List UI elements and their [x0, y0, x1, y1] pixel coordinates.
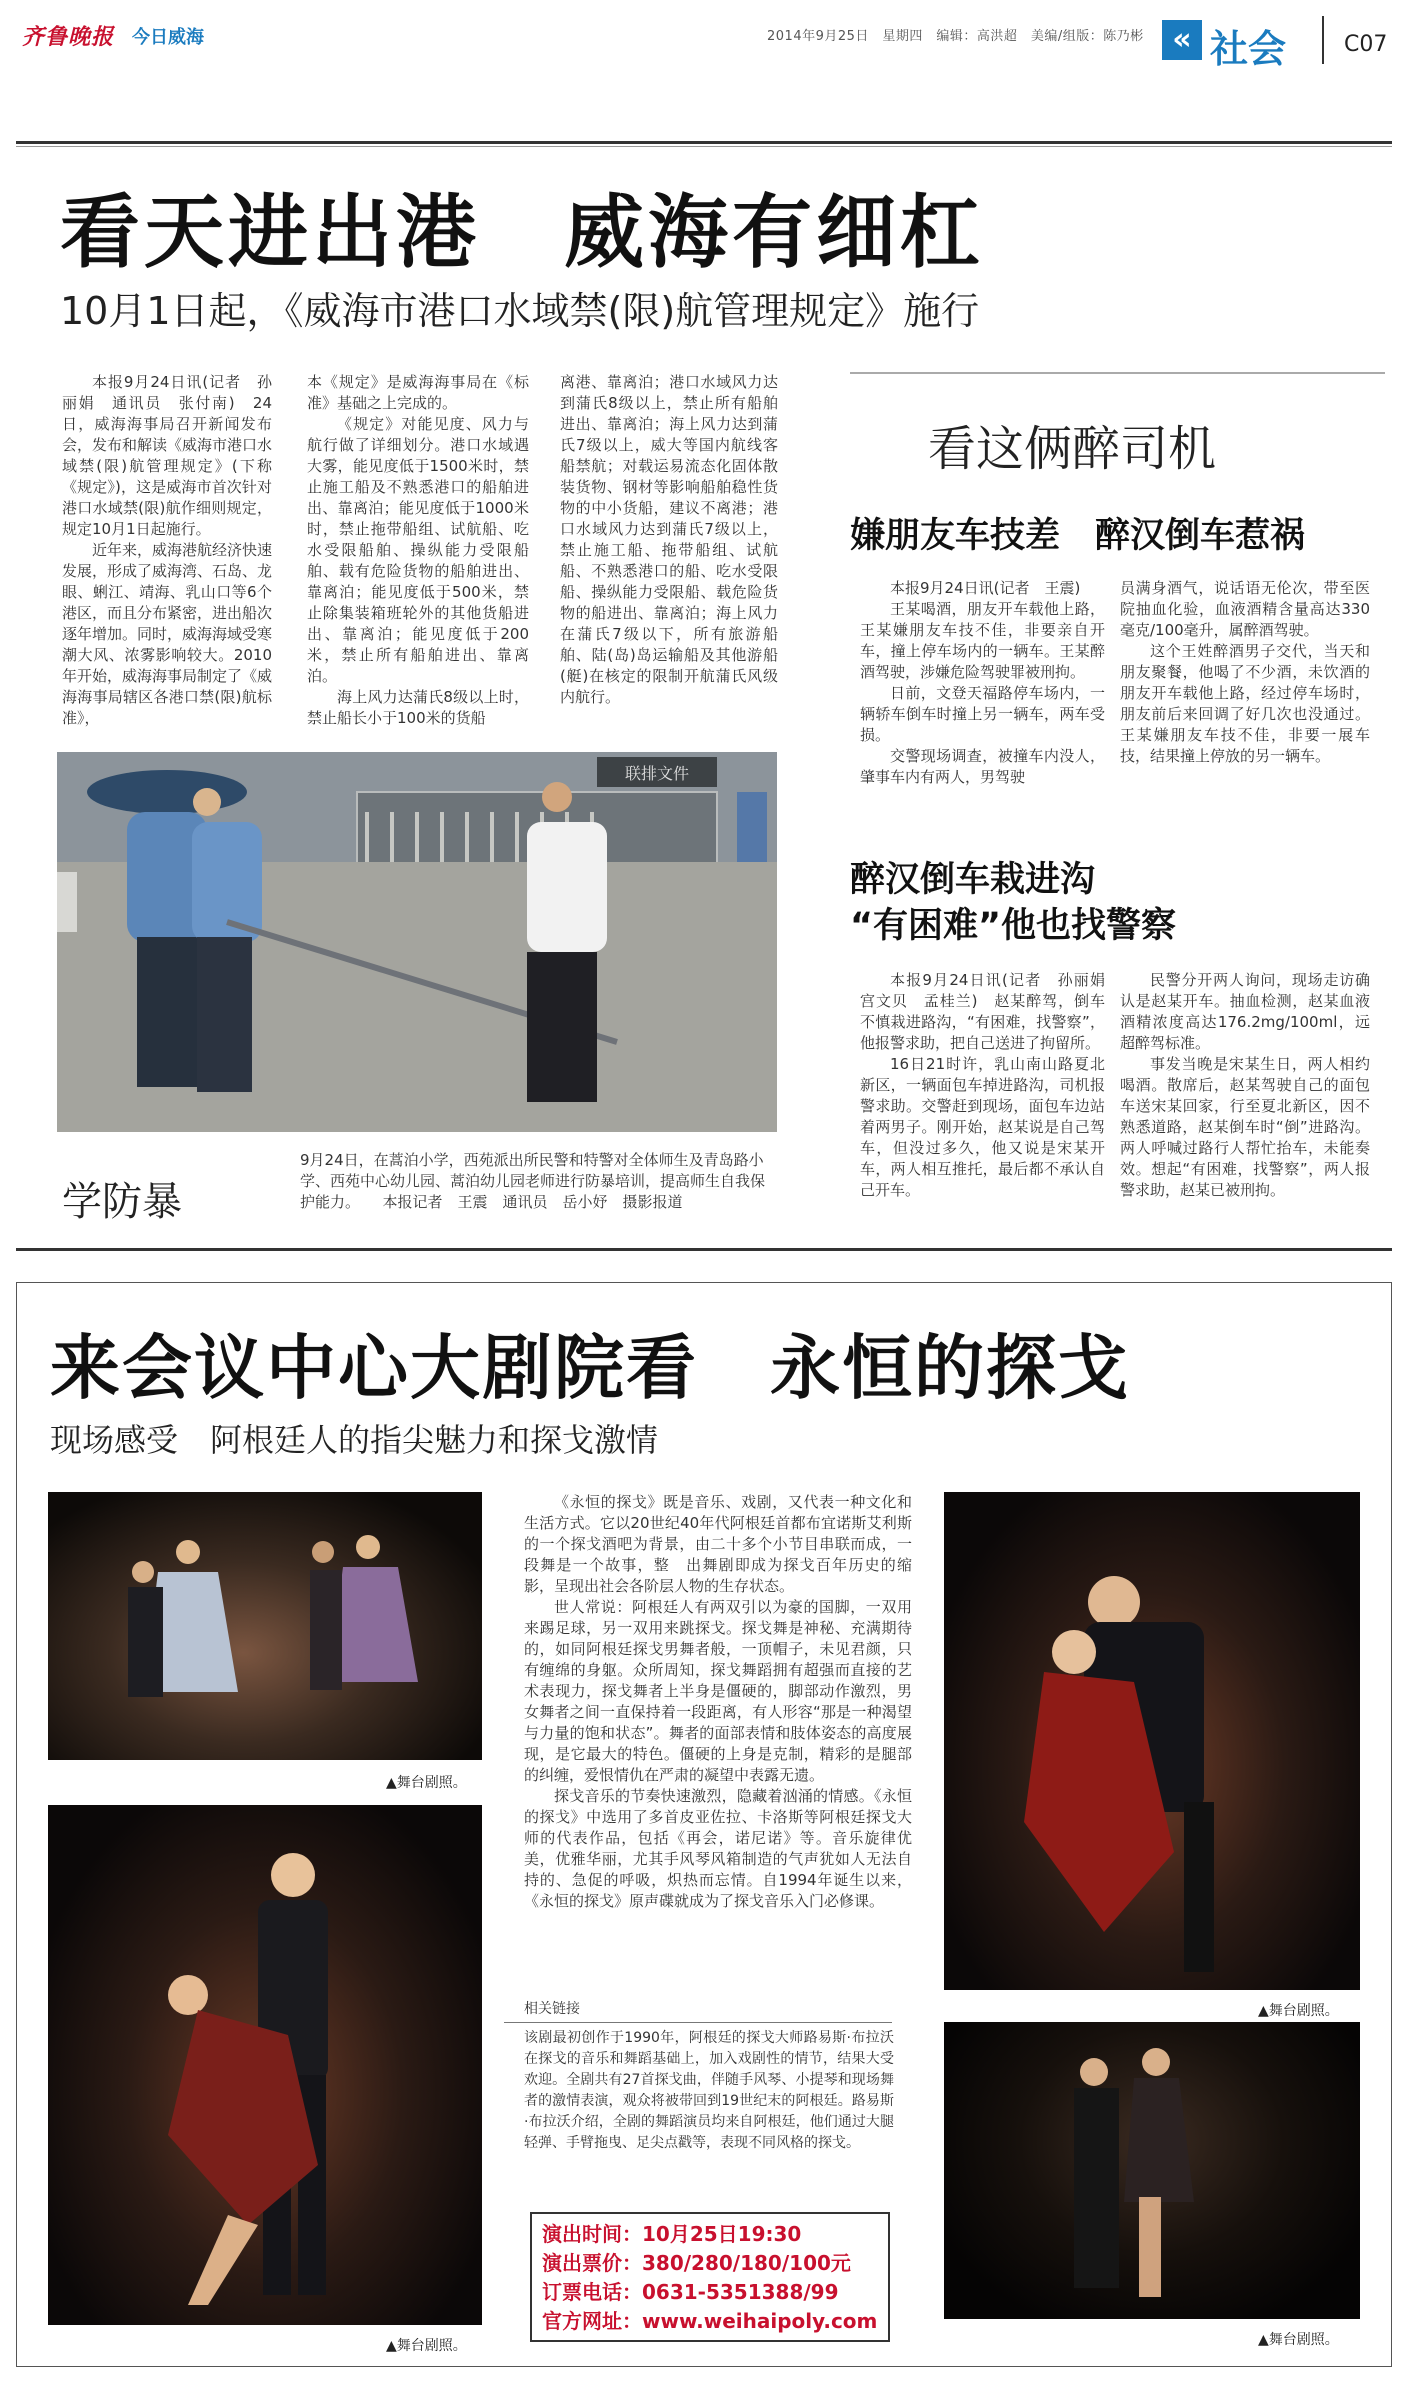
ticket-info-box [530, 2212, 890, 2342]
tango-article [524, 1492, 912, 1912]
drunk-story2-column-2 [1120, 970, 1370, 1201]
drunk-story1-headline: 嫌朋友车技差 醉汉倒车惹祸 [850, 516, 1306, 556]
top-rule [16, 141, 1392, 144]
port-subhead: 10月1日起，《威海市港口水域禁(限)航管理规定》施行 [60, 289, 980, 333]
training-photo-illustration [57, 752, 777, 1132]
paragraph: 本《规定》是威海海事局在《标准》基础之上完成的。 [307, 373, 529, 412]
tango-photo-2-illustration [48, 1805, 482, 2325]
page-number: C07 [1344, 32, 1388, 57]
photo-caption: ▲舞台剧照。 [386, 2338, 467, 2354]
tango-photo-2 [48, 1805, 482, 2325]
tango-photo-1-illustration [48, 1492, 482, 1760]
tango-photo-4 [944, 2022, 1360, 2319]
paragraph: 本报9月24日讯(记者 王震) [890, 579, 1081, 597]
photo-caption: ▲舞台剧照。 [1258, 2003, 1339, 2019]
drunk-story2-headline-1: 醉汉倒车栽进沟 [850, 860, 1096, 900]
section-divider [1322, 16, 1324, 64]
paragraph: 离港、靠离泊；港口水域风力达到蒲氏8级以上，禁止所有船舶进出、靠离泊；海上风力达到蒲氏7级以上，威大等国内航线客船禁航；对载运易流态化固体散装货物、钢材等影响船舶稳性货物的中小货船，建议不离港；港口水域风力达到蒲氏7级以上，禁止施工船、拖带船组、试航船、不熟悉港口的船、吃水受限船、操纵能力受限船、载危险货物的船进出、靠离泊；海上风力在蒲氏7级以下，所有旅游船舶、陆(岛)岛运输船及其他游船(艇)在核定的限制开航蒲氏风级内航行。 [560, 373, 778, 706]
tango-headline: 来会议中心大剧院看 永恒的探戈 [50, 1327, 1130, 1409]
paragraph: 探戈音乐的节奏快速激烈，隐藏着汹涌的情感。《永恒的探戈》中选用了多首皮亚佐拉、卡洛斯等阿根廷探戈大师的代表作品，包括《再会，诺尼诺》等。音乐旋律优美，优雅华丽，尤其手风琴风箱制造的气声犹如人无法自持的、急促的呼吸，炽热而忘情。自1994年诞生以来，《永恒的探戈》原声碟就成为了探戈音乐入门必修课。 [524, 1787, 912, 1910]
drunk-story1-column-1 [860, 578, 1105, 788]
photo-caption: ▲舞台剧照。 [386, 1775, 467, 1791]
paragraph: 海上风力达蒲氏8级以上时，禁止船长小于100米的货船 [307, 688, 529, 727]
tango-photo-1 [48, 1492, 482, 1760]
paragraph: 王某喝酒，朋友开车载他上路，王某嫌朋友车技不佳，非要亲自开车，撞上停车场内的一辆车。王某醉酒驾驶，涉嫌危险驾驶罪被刑拘。 [860, 600, 1105, 681]
show-time: 演出时间：10月25日19:30 [542, 2222, 802, 2246]
tango-photo-3-illustration [944, 1492, 1360, 1990]
drunk-story2-column-1 [860, 970, 1121, 1201]
paragraph: 本报9月24日讯(记者 孙丽娟 通讯员 张付南) 24日，威海海事局召开新闻发布会，发布和解读《威海市港口水域禁(限)航管理规定》(下称《规定》)，这是威海市首次针对港口水域禁(限)航作细则规定，规定10月1日起施行。 [62, 373, 273, 538]
related-links-label: 相关链接 [504, 1998, 892, 2023]
paragraph: 《永恒的探戈》既是音乐、戏剧，又代表一种文化和生活方式。它以20世纪40年代阿根廷首都布宜诺斯艾利斯的一个探戈酒吧为背景，由二十多个小节目串联而成，一段舞是一个故事，整 出舞剧即成为探戈百年历史的缩影，呈现出社会各阶层人物的生存状态。 [524, 1493, 912, 1595]
section-rule [850, 372, 1385, 374]
drunk-story1-column-2 [1120, 578, 1370, 767]
port-headline: 看天进出港 威海有细杠 [60, 186, 984, 279]
paragraph: 这个王姓醉酒男子交代，当天和朋友聚餐，他喝了不少酒，未饮酒的朋友开车载他上路，经过停车场时，朋友前后来回调了好几次也没通过。王某嫌朋友车技不佳，非要一展车技，结果撞上停放的另一辆车。 [1120, 642, 1370, 765]
booking-phone: 订票电话：0631-5351388/99 [542, 2280, 839, 2304]
drunk-story2-headline-2: “有困难”他也找警察 [850, 906, 1177, 946]
brand-logo: 齐鲁晚报 [22, 24, 115, 50]
chevron-left-icon: « [1162, 20, 1202, 60]
paragraph: 本报9月24日讯(记者 孙丽娟 宫文贝 孟桂兰) 赵某醉驾，倒车不慎栽进路沟，“有困难，找警察”，他报警求助，把自己送进了拘留所。 [860, 971, 1121, 1052]
ticket-price: 演出票价：380/280/180/100元 [542, 2251, 851, 2275]
top-rule-thin [16, 146, 1392, 147]
section-header [1162, 16, 1362, 71]
paragraph: 事发当晚是宋某生日，两人相约喝酒。散席后，赵某驾驶自己的面包车送宋某回家，行至夏北新区，因不熟悉道路，赵某倒车时“倒”进路沟。两人呼喊过路行人帮忙抬车，未能奏效。想起“有困难，找警察”，两人报警求助，赵某已被刑拘。 [1120, 1055, 1370, 1199]
paragraph: 员满身酒气，说话语无伦次，带至医院抽血化验，血液酒精含量高达330毫克/100毫升，属醉酒驾驶。 [1120, 579, 1370, 639]
paragraph: 近年来，威海港航经济快速发展，形成了威海湾、石岛、龙眼、蜊江、靖海、乳山口等6个港区，而且分布紧密，进出船次逐年增加。同时，威海海域受寒潮大风、浓雾影响较大。2010年开始，威海海事局制定了《威海海事局辖区各港口禁(限)航标准》， [62, 541, 273, 727]
drunk-drivers-title: 看这俩醉司机 [928, 421, 1217, 477]
date-line: 2014年9月25日 星期四 编辑：高洪超 美编/组版：陈乃彬 [767, 29, 1144, 44]
paragraph: 16日21时许，乳山南山路夏北新区，一辆面包车掉进路沟，司机报警求助。交警赶到现场，面包车边站着两男子。刚开始，赵某说是自己驾车，但没过多久，他又说是宋某开车，两人相互推托，最后都不承认自己开车。 [860, 1055, 1105, 1199]
tango-photo-4-illustration [944, 2022, 1360, 2319]
building-sign: 联排文件 [624, 764, 690, 783]
masthead [22, 16, 1392, 71]
training-photo [57, 752, 777, 1132]
edition-label: 今日威海 [132, 27, 204, 48]
port-column-2 [307, 372, 529, 729]
training-photo-caption: 9月24日，在蒿泊小学，西苑派出所民警和特警对全体师生及青岛路小学、西苑中心幼儿园、蒿泊幼儿园老师进行防暴培训，提高师生自我保护能力。 本报记者 王震 通讯员 岳小妤 摄影报道 [300, 1151, 766, 1211]
tango-photo-3 [944, 1492, 1360, 1990]
photo-caption: ▲舞台剧照。 [1258, 2332, 1339, 2348]
port-column-3 [560, 372, 778, 708]
tango-subhead: 现场感受 阿根廷人的指尖魅力和探戈激情 [50, 1421, 659, 1459]
official-website: 官方网址：www.weihaipoly.com [542, 2309, 878, 2333]
training-photo-title: 学防暴 [62, 1179, 182, 1225]
port-column-1 [62, 372, 272, 729]
section-name: 社会 [1210, 27, 1287, 71]
paragraph: 世人常说：阿根廷人有两双引以为豪的国脚，一双用来踢足球，另一双用来跳探戈。探戈舞是神秘、充满期待的，如同阿根廷探戈男舞者般，一顶帽子，未见君颜，只有缠绵的身躯。众所周知，探戈舞蹈拥有超强而直接的艺术表现力，探戈舞者上半身是僵硬的，脚部动作激烈，男女舞者之间一直保持着一段距离，有人形容“那是一种渴望与力量的饱和状态”。舞者的面部表情和肢体姿态的高度展现，是它最大的特色。僵硬的上身是克制，精彩的是腿部的纠缠，爱恨情仇在严肃的凝望中表露无遗。 [524, 1598, 912, 1784]
related-links-text: 该剧最初创作于1990年，阿根廷的探戈大师路易斯·布拉沃在探戈的音乐和舞蹈基础上，加入戏剧性的情节，结果大受欢迎。全剧共有27首探戈曲，伴随手风琴、小提琴和现场舞者的激情表演，观众将被带回到19世纪末的阿根廷。路易斯·布拉沃介绍，全剧的舞蹈演员均来自阿根廷，他们通过大腿轻弹、手臂拖曳、足尖点戳等，表现不同风格的探戈。 [524, 2030, 894, 2151]
middle-rule [16, 1248, 1392, 1251]
paragraph: 《规定》对能见度、风力与航行做了详细划分。港口水域遇大雾，能见度低于1500米时，禁止施工船及不熟悉港口的船舶进出、靠离泊；能见度低于1000米时，禁止拖带船组、试航船、吃水受限船舶、操纵能力受限船舶、载有危险货物的船舶进出、靠离泊；能见度低于500米，禁止除集装箱班轮外的其他货船进出、靠离泊；能见度低于200米，禁止所有船舶进出、靠离泊。 [307, 415, 529, 685]
paragraph: 日前，文登天福路停车场内，一辆轿车倒车时撞上另一辆车，两车受损。 [860, 684, 1105, 744]
paragraph: 民警分开两人询问，现场走访确认是赵某开车。抽血检测，赵某血液酒精浓度高达176.2mg/100ml，远超醉驾标准。 [1120, 971, 1370, 1052]
paragraph: 交警现场调查，被撞车内没人，肇事车内有两人，男驾驶 [860, 747, 1105, 786]
